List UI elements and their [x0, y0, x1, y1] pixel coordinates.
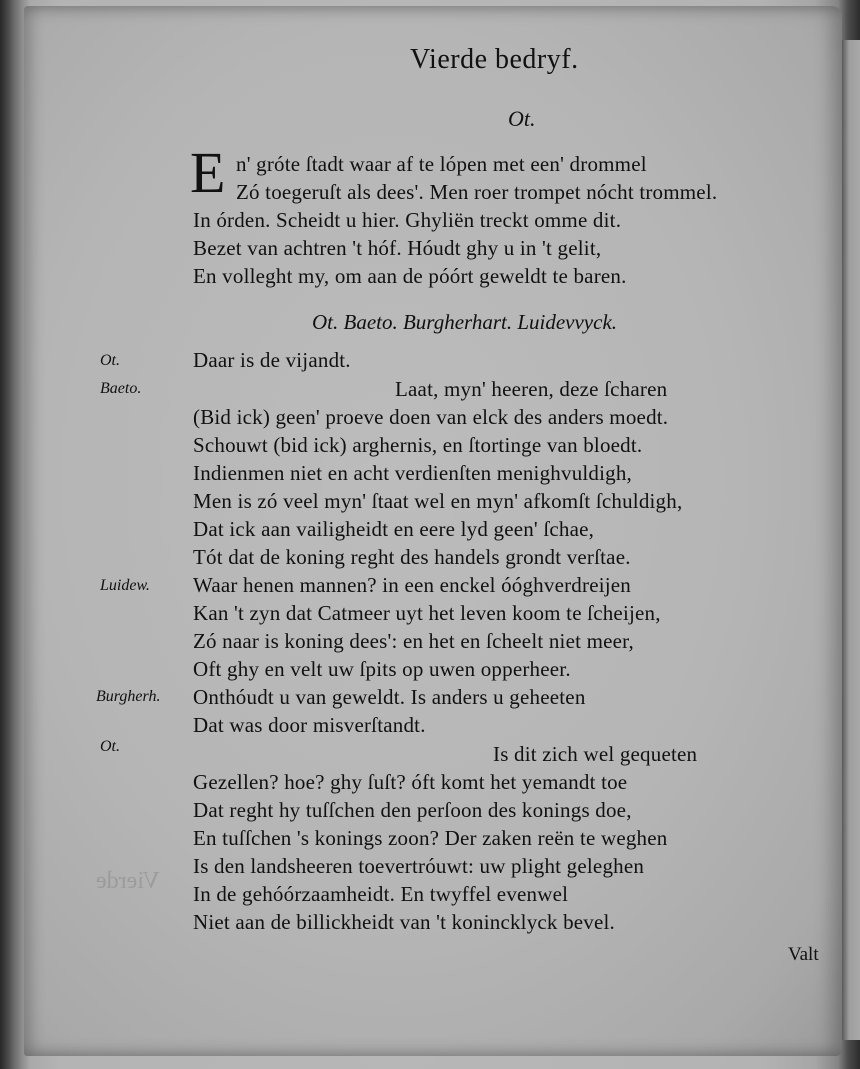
verse-line: Is den landsheeren toevertróuwt: uw plight geleghen: [193, 854, 645, 878]
verse-line: En tuſſchen 's konings zoon? Der zaken reën te weghen: [193, 826, 668, 850]
verse-line: n' gróte ſtadt waar af te lópen met een' drommel: [236, 152, 647, 176]
verse-line: Indienmen niet en acht verdienſten menighvuldigh,: [193, 461, 633, 485]
scene-heading: Ot. Baeto. Burgherhart. Luidevvyck.: [312, 310, 618, 334]
drop-capital: E: [190, 140, 226, 205]
verse-line: Bezet van achtren 't hóf. Hóudt ghy u in 't gelit,: [193, 236, 602, 260]
verse-line: Tót dat de koning reght des handels grondt verſtae.: [193, 545, 631, 569]
verse-line: Laat, myn' heeren, deze ſcharen: [395, 377, 668, 401]
speaker-heading: Ot.: [508, 106, 536, 131]
verse-line: Daar is de vijandt.: [193, 348, 351, 372]
verse-line: Gezellen? hoe? ghy ſuſt? óft komt het yemandt toe: [193, 770, 628, 794]
verse-line: Dat reght hy tuſſchen den perſoon des konings doe,: [193, 798, 632, 822]
verse-line: Niet aan de billickheidt van 't konincklyck bevel.: [193, 910, 615, 934]
verse-line: Dat ick aan vailigheidt en eere lyd geen' ſchae,: [193, 517, 595, 541]
verse-line: (Bid ick) geen' proeve doen van elck des anders moedt.: [193, 405, 669, 429]
speaker-label: Luidew.: [100, 577, 150, 594]
speaker-label: Burgherh.: [96, 688, 161, 705]
catchword: Valt: [788, 944, 819, 965]
verse-line: Is dit zich wel gequeten: [493, 742, 698, 766]
facing-page-edge: [842, 40, 860, 1040]
verse-line: Zó toegeruſt als dees'. Men roer trompet nócht trommel.: [236, 180, 718, 204]
verse-line: In de gehóórzaamheidt. En twyffel evenwel: [193, 882, 569, 906]
verse-line: Waar henen mannen? in een enckel óóghverdreijen: [193, 573, 632, 597]
verse-line: Schouwt (bid ick) arghernis, en ſtortinge van bloedt.: [193, 433, 643, 457]
verse-line: Kan 't zyn dat Catmeer uyt het leven koom te ſcheijen,: [193, 601, 661, 625]
verse-line: Men is zó veel myn' ſtaat wel en myn' afkomſt ſchuldigh,: [193, 489, 683, 513]
speaker-label: Ot.: [100, 352, 120, 369]
verse-line: En volleght my, om aan de póórt geweldt te baren.: [193, 264, 627, 288]
page-title: Vierde bedryf.: [410, 44, 579, 75]
speaker-label: Baeto.: [100, 380, 142, 397]
verse-line: Zó naar is koning dees': en het en ſcheelt niet meer,: [193, 629, 634, 653]
verse-line: Onthóudt u van geweldt. Is anders u geheeten: [193, 685, 586, 709]
bleed-through-text: Vierde: [96, 868, 160, 894]
verse-line: Oft ghy en velt uw ſpits op uwen opperheer.: [193, 657, 571, 681]
verse-line: Dat was door misverſtandt.: [193, 713, 426, 737]
verse-line: In órden. Scheidt u hier. Ghyliën treckt omme dit.: [193, 208, 622, 232]
speaker-label: Ot.: [100, 738, 120, 755]
